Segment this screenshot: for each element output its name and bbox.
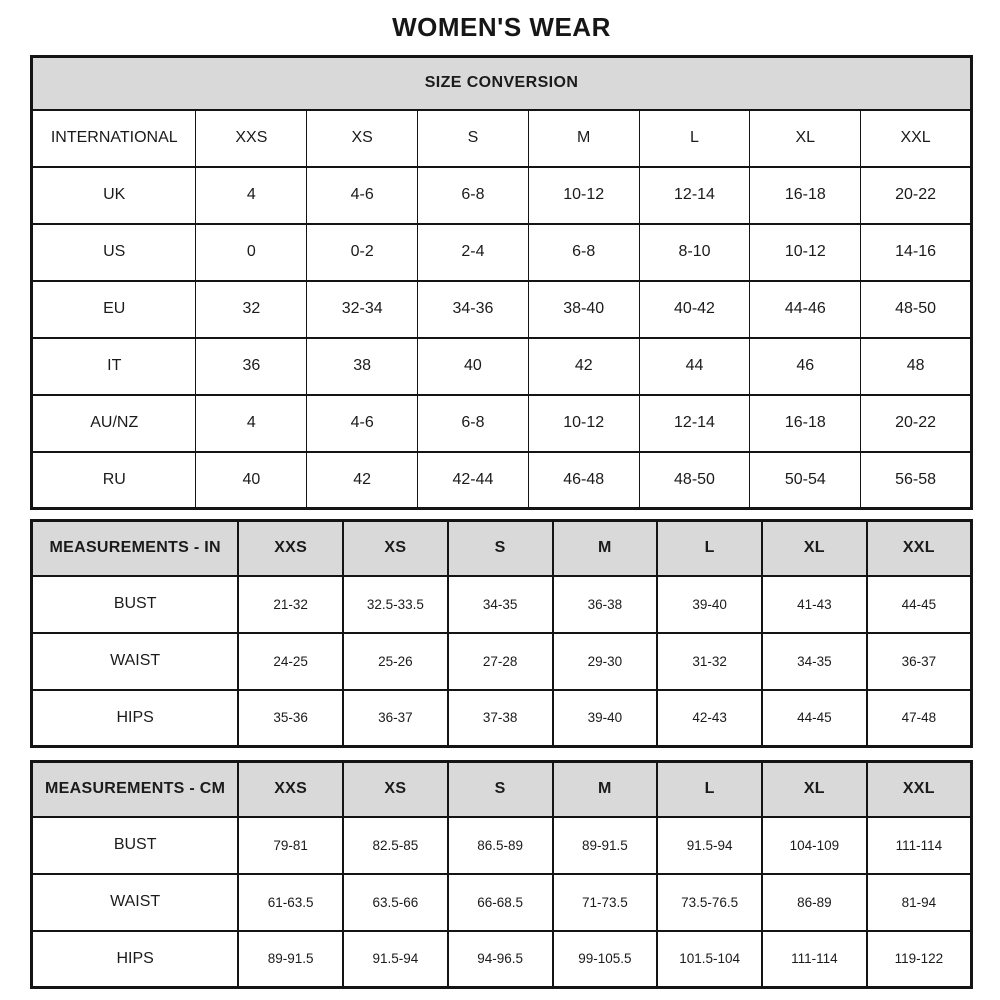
size-header-cell: S [418, 110, 529, 167]
value-cell: 42 [307, 452, 418, 509]
row-label: INTERNATIONAL [32, 110, 196, 167]
value-cell: 4-6 [307, 395, 418, 452]
size-header-cell: S [448, 762, 553, 817]
table-row [32, 224, 972, 281]
page-title: WOMEN'S WEAR [392, 12, 611, 42]
size-header-cell: XS [343, 521, 448, 576]
value-cell: 16-18 [750, 395, 861, 452]
value-cell: 6-8 [528, 224, 639, 281]
value-cell: 86.5-89 [448, 817, 553, 874]
value-cell: 4-6 [307, 167, 418, 224]
value-cell: 10-12 [750, 224, 861, 281]
value-cell: 82.5-85 [343, 817, 448, 874]
value-cell: 38-40 [528, 281, 639, 338]
size-header-cell: XL [762, 762, 867, 817]
value-cell: 32 [196, 281, 307, 338]
value-cell: 34-35 [762, 633, 867, 690]
table-title-row [32, 57, 972, 110]
value-cell: 66-68.5 [448, 874, 553, 931]
value-cell: 36-37 [343, 690, 448, 747]
value-cell: 91.5-94 [657, 817, 762, 874]
size-header-cell: XL [762, 521, 867, 576]
row-label: UK [32, 167, 196, 224]
value-cell: 79-81 [238, 817, 343, 874]
value-cell: 47-48 [867, 690, 972, 747]
value-cell: 2-4 [418, 224, 529, 281]
value-cell: 111-114 [762, 931, 867, 988]
size-header-cell: XS [307, 110, 418, 167]
value-cell: 99-105.5 [553, 931, 658, 988]
value-cell: 46 [750, 338, 861, 395]
value-cell: 40 [196, 452, 307, 509]
value-cell: 40 [418, 338, 529, 395]
row-label: HIPS [32, 931, 239, 988]
value-cell: 38 [307, 338, 418, 395]
value-cell: 12-14 [639, 395, 750, 452]
table-row [32, 395, 972, 452]
value-cell: 10-12 [528, 167, 639, 224]
value-cell: 21-32 [238, 576, 343, 633]
value-cell: 71-73.5 [553, 874, 658, 931]
row-label: WAIST [32, 633, 239, 690]
table-row [32, 338, 972, 395]
value-cell: 48 [861, 338, 972, 395]
value-cell: 50-54 [750, 452, 861, 509]
value-cell: 16-18 [750, 167, 861, 224]
value-cell: 12-14 [639, 167, 750, 224]
value-cell: 81-94 [867, 874, 972, 931]
value-cell: 40-42 [639, 281, 750, 338]
table-title: MEASUREMENTS - IN [32, 521, 239, 576]
table-row [32, 931, 972, 988]
value-cell: 63.5-66 [343, 874, 448, 931]
value-cell: 14-16 [861, 224, 972, 281]
value-cell: 44-45 [762, 690, 867, 747]
measurements-cm-table [30, 760, 973, 989]
value-cell: 4 [196, 395, 307, 452]
table-row [32, 633, 972, 690]
size-header-cell: XL [750, 110, 861, 167]
value-cell: 20-22 [861, 167, 972, 224]
size-header-cell: M [528, 110, 639, 167]
size-header-cell: XXL [861, 110, 972, 167]
value-cell: 36-37 [867, 633, 972, 690]
value-cell: 44 [639, 338, 750, 395]
value-cell: 42 [528, 338, 639, 395]
row-label: AU/NZ [32, 395, 196, 452]
value-cell: 89-91.5 [553, 817, 658, 874]
value-cell: 25-26 [343, 633, 448, 690]
value-cell: 86-89 [762, 874, 867, 931]
value-cell: 0 [196, 224, 307, 281]
value-cell: 61-63.5 [238, 874, 343, 931]
value-cell: 36 [196, 338, 307, 395]
table-title: MEASUREMENTS - CM [32, 762, 239, 817]
size-header-cell: XXS [238, 762, 343, 817]
value-cell: 73.5-76.5 [657, 874, 762, 931]
value-cell: 31-32 [657, 633, 762, 690]
value-cell: 0-2 [307, 224, 418, 281]
value-cell: 6-8 [418, 167, 529, 224]
size-conversion-table [30, 55, 973, 510]
value-cell: 56-58 [861, 452, 972, 509]
value-cell: 44-46 [750, 281, 861, 338]
row-label: IT [32, 338, 196, 395]
value-cell: 32.5-33.5 [343, 576, 448, 633]
value-cell: 111-114 [867, 817, 972, 874]
value-cell: 34-35 [448, 576, 553, 633]
value-cell: 42-43 [657, 690, 762, 747]
value-cell: 27-28 [448, 633, 553, 690]
size-header-cell: XXS [238, 521, 343, 576]
size-header-cell: XS [343, 762, 448, 817]
size-header-cell: XXL [867, 762, 972, 817]
value-cell: 8-10 [639, 224, 750, 281]
size-header-cell: L [657, 521, 762, 576]
row-label: BUST [32, 576, 239, 633]
value-cell: 34-36 [418, 281, 529, 338]
size-header-cell: M [553, 521, 658, 576]
row-label: BUST [32, 817, 239, 874]
table-row [32, 690, 972, 747]
row-label: EU [32, 281, 196, 338]
value-cell: 44-45 [867, 576, 972, 633]
value-cell: 41-43 [762, 576, 867, 633]
value-cell: 6-8 [418, 395, 529, 452]
size-header-cell: L [657, 762, 762, 817]
size-header-row [32, 110, 972, 167]
value-cell: 39-40 [657, 576, 762, 633]
row-label: US [32, 224, 196, 281]
value-cell: 10-12 [528, 395, 639, 452]
row-label: WAIST [32, 874, 239, 931]
table-row [32, 452, 972, 509]
size-header-cell: S [448, 521, 553, 576]
table-title: SIZE CONVERSION [32, 57, 972, 110]
value-cell: 91.5-94 [343, 931, 448, 988]
value-cell: 94-96.5 [448, 931, 553, 988]
value-cell: 46-48 [528, 452, 639, 509]
value-cell: 89-91.5 [238, 931, 343, 988]
size-header-cell: XXL [867, 521, 972, 576]
table-row [32, 281, 972, 338]
table-row [32, 576, 972, 633]
table-row [32, 167, 972, 224]
value-cell: 32-34 [307, 281, 418, 338]
row-label: RU [32, 452, 196, 509]
value-cell: 4 [196, 167, 307, 224]
value-cell: 42-44 [418, 452, 529, 509]
value-cell: 48-50 [639, 452, 750, 509]
measurements-in-table [30, 519, 973, 748]
value-cell: 29-30 [553, 633, 658, 690]
value-cell: 48-50 [861, 281, 972, 338]
value-cell: 101.5-104 [657, 931, 762, 988]
value-cell: 36-38 [553, 576, 658, 633]
value-cell: 20-22 [861, 395, 972, 452]
value-cell: 39-40 [553, 690, 658, 747]
measurements-header-row [32, 521, 972, 576]
size-header-cell: L [639, 110, 750, 167]
row-label: HIPS [32, 690, 239, 747]
value-cell: 104-109 [762, 817, 867, 874]
table-row [32, 817, 972, 874]
value-cell: 24-25 [238, 633, 343, 690]
value-cell: 35-36 [238, 690, 343, 747]
value-cell: 37-38 [448, 690, 553, 747]
size-header-cell: XXS [196, 110, 307, 167]
measurements-header-row [32, 762, 972, 817]
value-cell: 119-122 [867, 931, 972, 988]
table-row [32, 874, 972, 931]
size-header-cell: M [553, 762, 658, 817]
